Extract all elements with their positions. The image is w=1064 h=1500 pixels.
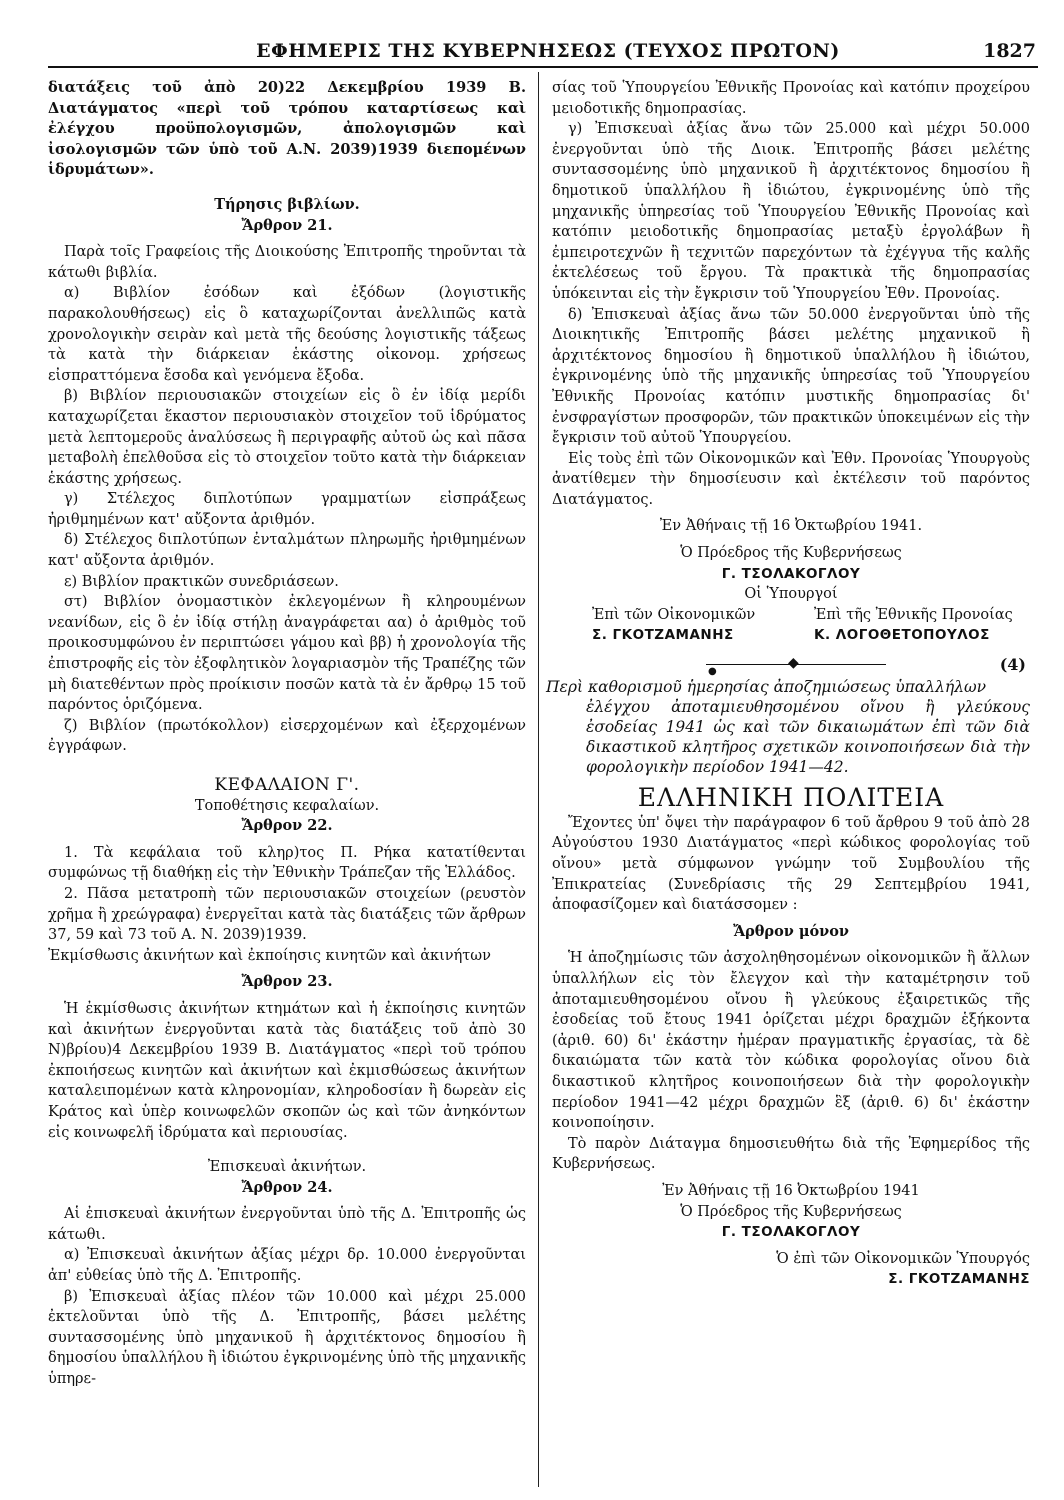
- article-21-item-a: α) Βιβλίον ἐσόδων καὶ ἐξόδων (λογιστικῆς παρακολουθήσεως) εἰς ὃ καταχωρίζονται ἀνελλιπῶς κατὰ χρονολογικὴν σειρὰν καὶ μετὰ τῆς δεούσης λογιστικῆς τάξεως τὰ κατὰ τὴν διάρκειαν ἑκάστης οἰκονομ. χρήσεως εἰσπραττόμενα ἔσοδα καὶ γενόμενα ἔξοδα.: [48, 285, 526, 384]
- article-24-intro: Αἱ ἐπισκευαὶ ἀκινήτων ἐνεργοῦνται ὑπὸ τῆς Δ. Ἐπιτροπῆς ὡς κάτωθι.: [48, 1206, 526, 1243]
- separator-diamond: ◆: [788, 654, 799, 671]
- right-column: [546, 78, 1030, 1290]
- article-22-para-1: 1. Τὰ κεφάλαια τοῦ κληρ)τος Π. Ρήκα κατατίθενται συμφώνως τῇ διαθήκῃ εἰς τὴν Ἐθνικὴν Τράπεζαν τῆς Ἑλλάδος.: [48, 844, 526, 882]
- sole-article-title: Ἄρθρον μόνον: [733, 922, 849, 940]
- article-24-item-d: δ) Ἐπισκευαὶ ἀξίας ἄνω τῶν 50.000 ἐνεργοῦνται ὑπὸ τῆς Διοικητικῆς Ἐπιτροπῆς βάσει μελέτης μηχανικοῦ ἢ ἀρχιτέκτονος δημοσίου ἢ δημοτικοῦ ὑπαλλήλου ἢ ἰδιώτου, ἐγκρινομένης ὑπὸ τῆς μηχανικῆς ὑπηρεσίας τοῦ Ὑπουργείου Ἐθνικῆς Προνοίας κατόπιν μυστικῆς δημοπρασίας δι' ἐνσφραγίστων προσφορῶν, τῶν πρακτικῶν ὑποκειμένων εἰς τὴν ἔγκρισιν τοῦ αὐτοῦ Ὑπουργείου.: [552, 306, 1030, 447]
- article-23-title: Ἄρθρον 23.: [241, 973, 333, 991]
- article-21-item-st: στ) Βιβλίον ὀνομαστικὸν ἐκλεγομένων ἢ κληρουμένων νεανίδων, εἰς ὃ ἐν ἰδίᾳ στήλῃ ἀναγράφεται αα) ὁ ἀριθμὸς τοῦ προικοσυμφώνου ἐν περιπτώσει γάμου καὶ ββ) ἡ χρονολογία τῆς ἐπιστροφῆς εἰς τὸν ἐξοφλητικὸν λογαριασμὸν τῆς Τραπέζης τῶν μὴ διατεθέντων πρὸς προίκισιν ποσῶν κατὰ τὰ ἐν ἄρθρῳ 15 τοῦ παρόντος ὁριζόμενα.: [48, 594, 526, 714]
- closing-paragraph: Εἰς τοὺς ἐπὶ τῶν Οἰκονομικῶν καὶ Ἐθν. Προνοίας Ὑπουργοὺς ἀνατίθεμεν τὴν δημοσίευσιν καὶ ἐκτέλεσιν τοῦ παρόντος Διατάγματος.: [552, 450, 1030, 508]
- continuation-text: σίας τοῦ Ὑπουργείου Ἐθνικῆς Προνοίας καὶ κατόπιν προχείρου μειοδοτικῆς δημοπρασίας.: [552, 80, 1030, 117]
- minister-labels: [552, 605, 1030, 625]
- minister-finance-label: Ἐπὶ τῶν Οἰκονομικῶν: [592, 606, 756, 623]
- article-24-item-c: γ) Ἐπισκευαὶ ἀξίας ἄνω τῶν 25.000 καὶ μέχρι 50.000 ἐνεργοῦνται ὑπὸ τῆς Διοικ. Ἐπιτροπῆς βάσει μελέτης συντασσομένης ὑπὸ μηχανικοῦ ἢ ἀρχιτέκτονος δημοσίου ἢ δημοτικοῦ ὑπαλλήλου ἢ ἰδιώτου, ἐγκρινομένης ὑπὸ τῆς μηχανικῆς ὑπηρεσίας τοῦ Ὑπουργείου Ἐθνικῆς Προνοίας καὶ κατόπιν μειοδοτικῆς δημοπρασίας μεταξὺ ἐργολάβων ἢ ἐμπειροτεχνῶν ἢ τεχνιτῶν παρεχόντων τὰ ἐχέγγυα τῆς καλῆς ἐκτελέσεως τοῦ ἔργου. Τὰ πρακτικὰ τῆς δημοπρασίας ὑπόκεινται εἰς τὴν ἔγκρισιν τοῦ Ὑπουργείου Ἐθν. Προνοίας.: [552, 121, 1030, 302]
- article-21-item-b: β) Βιβλίον περιουσιακῶν στοιχείων εἰς ὃ ἐν ἰδίᾳ μερίδι καταχωρίζεται ἕκαστον περιουσιακὸν στοιχεῖον τοῦ ἱδρύματος μετὰ λεπτομεροῦς ἀναλύσεως ἢ περιγραφῆς αὐτοῦ ὡς καὶ πᾶσα μεταβολὴ ἐπελθοῦσα εἰς τὸ στοιχεῖον τοῦτο κατὰ τὴν διάρκειαν ἑκάστης χρήσεως.: [48, 388, 526, 487]
- sole-article-text: Ἡ ἀποζημίωσις τῶν ἀσχοληθησομένων οἰκονομικῶν ἢ ἄλλων ὑπαλλήλων εἰς τὸν ἔλεγχον καὶ τὴν καταμέτρησιν τοῦ ἀποταμιευθησομένου οἴνου ἢ γλεύκους ἐξαιρετικῶς τῆς ἐσοδείας τοῦ ἔτους 1941 ὁρίζεται μέχρι δραχμῶν ἑξήκοντα (ἀριθ. 60) δι' ἑκάστην ἡμέραν πραγματικῆς ἐργασίας, τὰ δὲ δικαιώματα τῶν κατὰ τὸν κώδικα φορολογίας οἴνου διὰ δικαστικοῦ κλητῆρος κοινοποιήσεων διὰ τὴν φορολογικὴν περίοδον 1941—42 μέχρι δραχμῶν ἓξ (ἀριθ. 6) δι' ἑκάστην κοινοποίησιν.: [552, 950, 1030, 1132]
- decree-title-rest: ἐλέγχου ἀποταμιευθησομένου οἴνου ἢ γλεύκους ἐσοδείας 1941 ὡς καὶ τῶν δικαιωμάτων ἐπὶ τῶν διὰ δικαστικοῦ κλητῆρος σχετικῶν κοινοποιήσεων διὰ τὴν φορολογικὴν περίοδον 1941—42.: [586, 697, 1030, 776]
- finance-minister-label: Ὁ ἐπὶ τῶν Οἰκονομικῶν Ὑπουργός: [776, 1250, 1030, 1267]
- ministers-label: Οἱ Ὑπουργοί: [744, 586, 838, 603]
- place-date-2: Ἐν Ἀθήναις τῇ 16 Ὀκτωβρίου 1941: [662, 1182, 920, 1199]
- decree-number: (4): [999, 654, 1026, 674]
- minister-welfare-name: Κ. ΛΟΓΟΘΕΤΟΠΟΥΛΟΣ: [814, 626, 990, 643]
- chapter-subtitle: Τοποθέτησις κεφαλαίων.: [194, 797, 380, 814]
- intro-paragraph: διατάξεις τοῦ ἀπὸ 20)22 Δεκεμβρίου 1939 Β. Διατάγματος «περὶ τοῦ τρόπου καταρτίσεως καὶ ἐλέγχου προϋπολογισμῶν, ἀπολογισμῶν καὶ ἰσολογισμῶν τῶν ὑπὸ τοῦ Α.Ν. 2039)1939 διεπομένων ἱδρυμάτων».: [48, 79, 526, 179]
- article-22-title: Ἄρθρον 22.: [241, 817, 333, 835]
- column-divider: [538, 72, 539, 1487]
- article-21-item-e: ε) Βιβλίον πρακτικῶν συνεδριάσεων.: [64, 573, 339, 590]
- minister-names: [552, 625, 1030, 645]
- article-24-title: Ἄρθρον 24.: [241, 1178, 333, 1196]
- finance-minister-name: Σ. ΓΚΟΤΖΑΜΑΝΗΣ: [888, 1271, 1030, 1288]
- president-name: Γ. ΤΣΟΛΑΚΟΓΛΟΥ: [721, 565, 861, 582]
- section-separator: [552, 653, 1030, 677]
- publish-order: Τὸ παρὸν Διάταγμα δημοσιευθήτω διὰ τῆς Ἐφημερίδος τῆς Κυβερνήσεως.: [552, 1135, 1030, 1173]
- article-21-intro: Παρὰ τοῖς Γραφείοις τῆς Διοικούσης Ἐπιτροπῆς τηροῦνται τὰ κάτωθι βιβλία.: [48, 244, 526, 281]
- article-22-para-3: Ἐκμίσθωσις ἀκινήτων καὶ ἐκποίησις κινητῶν καὶ ἀκινήτων: [48, 947, 491, 964]
- president-label-2: Ὁ Πρόεδρος τῆς Κυβερνήσεως: [680, 1203, 902, 1220]
- section-heading-books: Τήρησις βιβλίων.: [214, 195, 360, 213]
- article-24-item-a: α) Ἐπισκευαὶ ἀκινήτων ἀξίας μέχρι δρ. 10.000 ἐνεργοῦνται ἀπ' εὐθείας ὑπὸ τῆς Δ. Ἐπιτροπῆς.: [48, 1247, 526, 1285]
- article-23-text: Ἡ ἐκμίσθωσις ἀκινήτων κτημάτων καὶ ἡ ἐκποίησις κινητῶν καὶ ἀκινήτων ἐνεργοῦνται κατὰ τὰς διατάξεις τοῦ ἀπὸ 30 Ν)βρίου)4 Δεκεμβρίου 1939 Β. Διατάγματος «περὶ τοῦ τρόπου ἐκποιήσεως κινητῶν καὶ ἀκινήτων καὶ ἐκμισθώσεως ἀκινήτων καταλειπομένων κατὰ κληρονομίαν, κληροδοσίαν ἢ δωρεὰν εἰς Κράτος καὶ ὑπὲρ κοινωφελῶν σκοπῶν ὡς καὶ τῶν ἀνηκόντων εἰς κοινωφελῆ ἱδρύματα καὶ περιουσίας.: [48, 1000, 526, 1141]
- gazette-title: ΕΦΗΜΕΡΙΣ ΤΗΣ ΚΥΒΕΡΝΗΣΕΩΣ (ΤΕΥΧΟΣ ΠΡΩΤΟΝ): [256, 40, 840, 62]
- article-21-title: Ἄρθρον 21.: [241, 216, 333, 234]
- place-date: Ἐν Ἀθήναις τῇ 16 Ὀκτωβρίου 1941.: [659, 518, 923, 535]
- decree-title-first-line: Περὶ καθορισμοῦ ἡμερησίας ἀποζημιώσεως ὑπαλλήλων: [546, 677, 987, 696]
- left-column: [48, 78, 526, 1390]
- article-22-para-2: 2. Πᾶσα μετατροπὴ τῶν περιουσιακῶν στοιχείων (ρευστὸν χρῆμα ἢ χρεώγραφα) ἐνεργεῖται κατὰ τὰς διατάξεις τῶν ἄρθρων 37, 59 καὶ 73 τοῦ Α. Ν. 2039)1939.: [48, 885, 526, 944]
- article-21-item-d: δ) Στέλεχος διπλοτύπων ἐνταλμάτων πληρωμῆς ἠριθμημένων κατ' αὔξοντα ἀριθμόν.: [48, 532, 526, 570]
- page-number: 1827: [983, 40, 1036, 62]
- article-24-item-b: β) Ἐπισκευαὶ ἀξίας πλέον τῶν 10.000 καὶ μέχρι 25.000 ἐκτελοῦνται ὑπὸ τῆς Δ. Ἐπιτροπῆς, βάσει μελέτης συντασσομένης ὑπὸ μηχανικοῦ ἢ ἀρχιτέκτονος δημοσίου ἢ δημοσίου ὑπαλλήλου ἢ ἰδιώτου ἐγκρινομένης ὑπὸ τῆς μηχανικῆς ὑπηρε-: [48, 1288, 526, 1388]
- article-21-item-z: ζ) Βιβλίον (πρωτόκολλον) εἰσερχομένων καὶ ἐξερχομένων ἐγγράφων.: [48, 717, 526, 755]
- article-21-item-c: γ) Στέλεχος διπλοτύπων γραμματίων εἰσπράξεως ἠριθμημένων κατ' αὔξοντα ἀριθμόν.: [48, 491, 526, 528]
- page-header: [48, 36, 1038, 68]
- decree-title: [546, 677, 1030, 777]
- chapter-heading: ΚΕΦΑΛΑΙΟΝ Γ'.: [214, 775, 360, 795]
- preamble: Ἔχοντες ὑπ' ὄψει τὴν παράγραφον 6 τοῦ ἄρθρου 9 τοῦ ἀπὸ 28 Αὐγούστου 1930 Διατάγματος «περὶ κώδικος φορολογίας τοῦ οἴνου» μετὰ σύμφωνον γνώμην τοῦ Συμβουλίου τῆς Ἐπικρατείας (Συνεδρίασις τῆς 29 Σεπτεμβρίου 1941, ἀποφασίζομεν καὶ διατάσσομεν :: [552, 814, 1030, 914]
- minister-finance-name: Σ. ΓΚΟΤΖΑΜΑΝΗΣ: [592, 626, 734, 643]
- repairs-heading: Ἐπισκευαὶ ἀκινήτων.: [207, 1159, 367, 1176]
- president-name-2: Γ. ΤΣΟΛΑΚΟΓΛΟΥ: [721, 1224, 861, 1241]
- state-heading: ΕΛΛΗΝΙΚΗ ΠΟΛΙΤΕΙΑ: [637, 782, 945, 812]
- separator-dot: ●: [708, 665, 717, 677]
- minister-welfare-label: Ἐπὶ τῆς Ἐθνικῆς Προνοίας: [814, 606, 1013, 623]
- president-label: Ὁ Πρόεδρος τῆς Κυβερνήσεως: [680, 545, 902, 562]
